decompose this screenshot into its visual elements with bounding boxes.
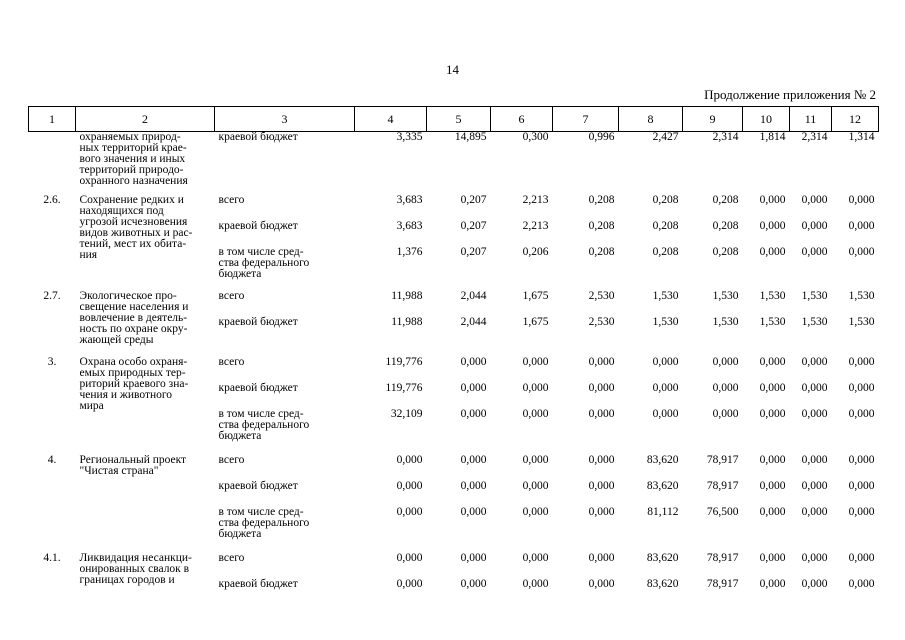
value-cell: 0,000 bbox=[522, 381, 549, 394]
funding-source: всего bbox=[218, 453, 245, 466]
value-cell: 1,530 bbox=[801, 315, 828, 328]
value-cell: 0,000 bbox=[460, 551, 487, 564]
value-cell: 2,213 bbox=[522, 193, 549, 206]
value-cell: 0,000 bbox=[759, 245, 786, 258]
table-row bbox=[29, 455, 879, 481]
value-cell: 0,000 bbox=[588, 355, 615, 368]
value-cell: 0,000 bbox=[522, 577, 549, 590]
value-cell: 0,207 bbox=[460, 245, 487, 258]
item-name: охраняемых природ- ных территорий крае- вого значения и иных территорий природо- охранного назначения bbox=[79, 131, 188, 187]
table-row bbox=[29, 195, 879, 221]
header-cell: 11 bbox=[790, 107, 832, 132]
value-cell: 0,000 bbox=[460, 453, 487, 466]
value-cell: 0,000 bbox=[759, 381, 786, 394]
funding-source: всего bbox=[218, 289, 245, 302]
item-number: 4.1. bbox=[43, 551, 61, 564]
continuation-label: Продолжение приложения № 2 bbox=[704, 87, 876, 102]
value-cell: 1,675 bbox=[522, 315, 549, 328]
value-cell: 0,000 bbox=[759, 193, 786, 206]
value-cell: 0,000 bbox=[522, 479, 549, 492]
value-cell: 0,000 bbox=[396, 551, 423, 564]
header-cell: 1 bbox=[29, 107, 76, 132]
value-cell: 0,000 bbox=[801, 551, 828, 564]
value-cell: 0,000 bbox=[460, 381, 487, 394]
table-header-row bbox=[29, 107, 879, 132]
value-cell: 3,335 bbox=[396, 131, 423, 143]
value-cell: 0,207 bbox=[460, 219, 487, 232]
header-cell: 2 bbox=[76, 107, 215, 132]
header-cell: 9 bbox=[683, 107, 743, 132]
value-cell: 0,000 bbox=[588, 551, 615, 564]
header-cell: 8 bbox=[619, 107, 683, 132]
value-cell: 0,000 bbox=[712, 407, 739, 420]
value-cell: 1,314 bbox=[848, 131, 875, 143]
value-cell: 0,000 bbox=[712, 381, 739, 394]
value-cell: 1,530 bbox=[801, 289, 828, 302]
value-cell: 0,208 bbox=[588, 193, 615, 206]
value-cell: 0,000 bbox=[848, 193, 875, 206]
table-row bbox=[29, 553, 879, 579]
value-cell: 78,917 bbox=[706, 453, 739, 466]
value-cell: 83,620 bbox=[646, 577, 679, 590]
funding-source: краевой бюджет bbox=[218, 219, 298, 232]
value-cell: 0,000 bbox=[522, 355, 549, 368]
value-cell: 0,208 bbox=[652, 193, 679, 206]
value-cell: 0,000 bbox=[801, 245, 828, 258]
value-cell: 83,620 bbox=[646, 453, 679, 466]
value-cell: 0,000 bbox=[652, 355, 679, 368]
value-cell: 0,000 bbox=[396, 479, 423, 492]
header-cell: 3 bbox=[215, 107, 355, 132]
header-cell: 5 bbox=[427, 107, 491, 132]
value-cell: 0,000 bbox=[759, 453, 786, 466]
value-cell: 0,208 bbox=[712, 219, 739, 232]
value-cell: 0,000 bbox=[759, 551, 786, 564]
value-cell: 1,814 bbox=[759, 131, 786, 143]
value-cell: 0,000 bbox=[588, 381, 615, 394]
page-number: 14 bbox=[446, 62, 459, 77]
value-cell: 0,000 bbox=[588, 505, 615, 518]
value-cell: 1,376 bbox=[396, 245, 423, 258]
value-cell: 3,683 bbox=[396, 193, 423, 206]
table-row bbox=[29, 291, 879, 317]
value-cell: 0,207 bbox=[460, 193, 487, 206]
value-cell: 0,000 bbox=[801, 577, 828, 590]
value-cell: 1,530 bbox=[848, 289, 875, 302]
value-cell: 2,314 bbox=[712, 131, 739, 143]
value-cell: 0,000 bbox=[759, 355, 786, 368]
value-cell: 0,208 bbox=[652, 219, 679, 232]
value-cell: 78,917 bbox=[706, 479, 739, 492]
value-cell: 0,000 bbox=[848, 551, 875, 564]
value-cell: 0,208 bbox=[712, 193, 739, 206]
value-cell: 78,917 bbox=[706, 577, 739, 590]
table-body bbox=[29, 132, 879, 605]
value-cell: 0,000 bbox=[801, 381, 828, 394]
funding-source: краевой бюджет bbox=[218, 131, 298, 143]
value-cell: 1,530 bbox=[759, 289, 786, 302]
value-cell: 0,000 bbox=[801, 453, 828, 466]
value-cell: 1,530 bbox=[848, 315, 875, 328]
value-cell: 1,530 bbox=[759, 315, 786, 328]
value-cell: 0,000 bbox=[588, 407, 615, 420]
funding-source: краевой бюджет bbox=[218, 381, 298, 394]
value-cell: 0,000 bbox=[848, 577, 875, 590]
value-cell: 119,776 bbox=[385, 381, 423, 394]
value-cell: 0,000 bbox=[396, 505, 423, 518]
value-cell: 0,000 bbox=[759, 479, 786, 492]
value-cell: 1,530 bbox=[652, 315, 679, 328]
value-cell: 0,206 bbox=[522, 245, 549, 258]
value-cell: 0,000 bbox=[522, 505, 549, 518]
value-cell: 76,500 bbox=[706, 505, 739, 518]
funding-source: в том числе сред- ства федерального бюджета bbox=[218, 505, 310, 540]
funding-source: краевой бюджет bbox=[218, 479, 298, 492]
value-cell: 0,208 bbox=[588, 219, 615, 232]
value-cell: 2,044 bbox=[460, 289, 487, 302]
value-cell: 0,000 bbox=[588, 577, 615, 590]
funding-source: в том числе сред- ства федерального бюджета bbox=[218, 407, 310, 442]
value-cell: 32,109 bbox=[390, 407, 423, 420]
header-cell: 4 bbox=[355, 107, 427, 132]
value-cell: 3,683 bbox=[396, 219, 423, 232]
item-name: Сохранение редких и находящихся под угрозой исчезновения видов животных и рас- тений, мест их обита- ния bbox=[79, 193, 193, 261]
value-cell: 0,000 bbox=[848, 219, 875, 232]
value-cell: 0,000 bbox=[759, 577, 786, 590]
value-cell: 0,000 bbox=[759, 407, 786, 420]
value-cell: 0,000 bbox=[801, 355, 828, 368]
table-row bbox=[29, 132, 879, 195]
value-cell: 0,000 bbox=[460, 355, 487, 368]
value-cell: 1,530 bbox=[712, 289, 739, 302]
value-cell: 0,000 bbox=[652, 381, 679, 394]
value-cell: 0,000 bbox=[652, 407, 679, 420]
value-cell: 0,996 bbox=[588, 131, 615, 143]
value-cell: 0,000 bbox=[848, 453, 875, 466]
budget-table bbox=[28, 106, 879, 605]
item-number bbox=[29, 132, 76, 195]
value-cell: 0,000 bbox=[460, 407, 487, 420]
item-number: 2.7. bbox=[43, 289, 61, 302]
value-cell: 2,427 bbox=[652, 131, 679, 143]
value-cell: 11,988 bbox=[391, 315, 423, 328]
value-cell: 0,000 bbox=[848, 479, 875, 492]
value-cell: 1,530 bbox=[712, 315, 739, 328]
value-cell: 14,895 bbox=[454, 131, 487, 143]
value-cell: 0,000 bbox=[848, 407, 875, 420]
value-cell: 2,530 bbox=[588, 289, 615, 302]
value-cell: 0,000 bbox=[460, 505, 487, 518]
value-cell: 2,530 bbox=[588, 315, 615, 328]
value-cell: 0,000 bbox=[522, 551, 549, 564]
value-cell: 83,620 bbox=[646, 551, 679, 564]
value-cell: 81,112 bbox=[647, 505, 679, 518]
value-cell: 0,300 bbox=[522, 131, 549, 143]
value-cell: 0,000 bbox=[801, 407, 828, 420]
value-cell: 78,917 bbox=[706, 551, 739, 564]
value-cell: 0,000 bbox=[396, 453, 423, 466]
value-cell: 119,776 bbox=[385, 355, 423, 368]
value-cell: 11,988 bbox=[391, 289, 423, 302]
value-cell: 0,208 bbox=[588, 245, 615, 258]
item-name: Ликвидация несанкци- онированных свалок в границах городов и bbox=[79, 551, 192, 586]
header-cell: 6 bbox=[491, 107, 553, 132]
value-cell: 0,000 bbox=[801, 193, 828, 206]
funding-source: всего bbox=[218, 193, 245, 206]
value-cell: 0,000 bbox=[396, 577, 423, 590]
item-number: 2.6. bbox=[43, 193, 61, 206]
value-cell: 0,208 bbox=[712, 245, 739, 258]
value-cell: 0,000 bbox=[712, 355, 739, 368]
funding-source: в том числе сред- ства федерального бюджета bbox=[218, 245, 310, 280]
value-cell: 0,000 bbox=[588, 453, 615, 466]
item-name: Экологическое про- свещение населения и вовлечение в деятель- ность по охране окру- жающей среды bbox=[79, 289, 189, 346]
value-cell: 83,620 bbox=[646, 479, 679, 492]
value-cell: 2,314 bbox=[801, 131, 828, 143]
value-cell: 0,000 bbox=[801, 479, 828, 492]
value-cell: 0,000 bbox=[588, 479, 615, 492]
table-row bbox=[29, 357, 879, 383]
item-number: 3. bbox=[47, 355, 57, 368]
value-cell: 2,044 bbox=[460, 315, 487, 328]
header-cell: 10 bbox=[743, 107, 790, 132]
funding-source: всего bbox=[218, 355, 245, 368]
value-cell: 0,000 bbox=[460, 479, 487, 492]
header-cell: 7 bbox=[553, 107, 619, 132]
value-cell: 1,530 bbox=[652, 289, 679, 302]
value-cell: 0,000 bbox=[460, 577, 487, 590]
funding-source: всего bbox=[218, 551, 245, 564]
value-cell: 0,000 bbox=[759, 219, 786, 232]
value-cell: 0,000 bbox=[522, 453, 549, 466]
value-cell: 0,000 bbox=[801, 505, 828, 518]
header-cell: 12 bbox=[832, 107, 879, 132]
value-cell: 0,000 bbox=[848, 355, 875, 368]
value-cell: 0,000 bbox=[848, 381, 875, 394]
value-cell: 0,000 bbox=[848, 245, 875, 258]
value-cell: 0,000 bbox=[522, 407, 549, 420]
value-cell: 0,208 bbox=[652, 245, 679, 258]
value-cell: 1,675 bbox=[522, 289, 549, 302]
value-cell: 2,213 bbox=[522, 219, 549, 232]
item-number: 4. bbox=[47, 453, 57, 466]
funding-source: краевой бюджет bbox=[218, 315, 298, 328]
funding-source: краевой бюджет bbox=[218, 577, 298, 590]
item-name: Региональный проект "Чистая страна" bbox=[79, 453, 187, 477]
value-cell: 0,000 bbox=[759, 505, 786, 518]
value-cell: 0,000 bbox=[801, 219, 828, 232]
value-cell: 0,000 bbox=[848, 505, 875, 518]
item-name: Охрана особо охраня- емых природных тер- риторий краевого зна- чения и животного мира bbox=[79, 355, 189, 412]
